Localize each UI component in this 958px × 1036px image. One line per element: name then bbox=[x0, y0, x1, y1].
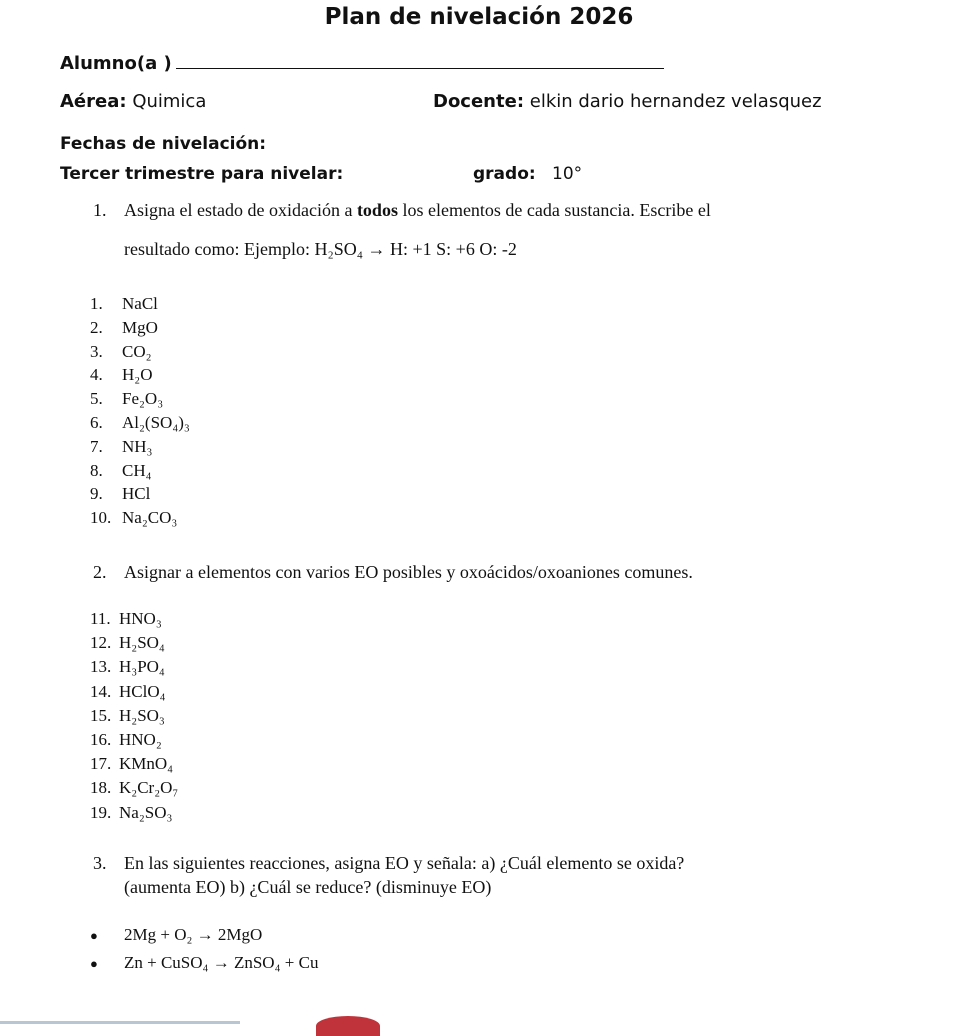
list-item: ● Zn + CuSO₄ → ZnSO₄ + Cu bbox=[90, 949, 318, 977]
question-2-number: 2. bbox=[93, 562, 107, 582]
question-1-line-2: resultado como: Ejemplo: H₂SO₄ → H: +1 S: +6 O: -2 bbox=[124, 239, 517, 259]
reaction-list bbox=[90, 921, 318, 977]
list-item: 2. MgO bbox=[90, 317, 158, 337]
question-2-text: Asignar a elementos con varios EO posibles y oxoácidos/oxoaniones comunes. bbox=[124, 562, 693, 582]
list-item: 6. Al₂(SO₄)₃ bbox=[90, 412, 190, 432]
grade-label: grado: bbox=[473, 164, 536, 184]
student-field bbox=[60, 50, 664, 74]
decorative-shape bbox=[316, 1016, 380, 1036]
list-item: 8. CH₄ bbox=[90, 460, 152, 480]
list-item: 1. NaCl bbox=[90, 294, 158, 313]
area-value: Quimica bbox=[132, 91, 207, 112]
list-item: 18. K₂Cr₂O₇ bbox=[90, 778, 179, 798]
list-item: 19. Na₂SO₃ bbox=[90, 802, 173, 822]
list-item: 10. Na₂CO₃ bbox=[90, 508, 178, 528]
teacher-label: Docente: bbox=[433, 91, 525, 112]
list-item: 9. HCl bbox=[90, 484, 151, 504]
area-label: Aérea: bbox=[60, 91, 127, 112]
list-item: 11. HNO₃ bbox=[90, 609, 162, 628]
question-3-line-1: En las siguientes reacciones, asigna EO y señala: a) ¿Cuál elemento se oxida? bbox=[124, 853, 685, 873]
dates-label: Fechas de nivelación: bbox=[60, 134, 267, 154]
question-3-line-2: (aumenta EO) b) ¿Cuál se reduce? (disminuye EO) bbox=[124, 877, 492, 897]
list-item: 14. HClO₄ bbox=[90, 681, 166, 701]
list-item: 3. CO₂ bbox=[90, 341, 152, 361]
list-item: 5. Fe₂O₃ bbox=[90, 389, 164, 409]
question-1-text-bold: todos bbox=[356, 200, 398, 220]
list-item: 4. H₂O bbox=[90, 365, 153, 385]
teacher-value: elkin dario hernandez velasquez bbox=[529, 91, 822, 112]
list-item: 7. NH₃ bbox=[90, 436, 153, 456]
question-1-text-a: Asigna el estado de oxidación a bbox=[124, 200, 357, 220]
list-item: 15. H₂SO₃ bbox=[90, 705, 165, 725]
student-label: Alumno(a ) bbox=[60, 53, 172, 74]
teacher-row bbox=[433, 91, 822, 112]
list-item: 12. H₂SO₄ bbox=[90, 633, 165, 653]
question-3 bbox=[93, 851, 684, 875]
page-title: Plan de nivelación 2026 bbox=[324, 4, 634, 30]
grade-value: 10° bbox=[552, 164, 583, 184]
bullet-icon: ● bbox=[90, 928, 98, 943]
question-1-number: 1. bbox=[93, 200, 107, 220]
bullet-icon: ● bbox=[90, 956, 98, 971]
question-1-text-b: los elementos de cada sustancia. Escribe el bbox=[397, 200, 711, 220]
page-divider bbox=[0, 1021, 240, 1024]
list-item: ● 2Mg + O₂ → 2MgO bbox=[90, 921, 318, 949]
area-row bbox=[60, 91, 206, 112]
question-2 bbox=[93, 560, 693, 584]
list-item: 13. H₃PO₄ bbox=[90, 657, 165, 677]
trimester-label: Tercer trimestre para nivelar: bbox=[60, 164, 344, 184]
question-1 bbox=[93, 198, 711, 222]
compound-list-1 bbox=[90, 292, 190, 530]
student-blank-line bbox=[176, 50, 664, 69]
compound-list-2 bbox=[90, 607, 178, 825]
list-item: 17. KMnO₄ bbox=[90, 754, 174, 774]
list-item: 16. HNO₂ bbox=[90, 729, 162, 749]
question-3-number: 3. bbox=[93, 853, 107, 873]
